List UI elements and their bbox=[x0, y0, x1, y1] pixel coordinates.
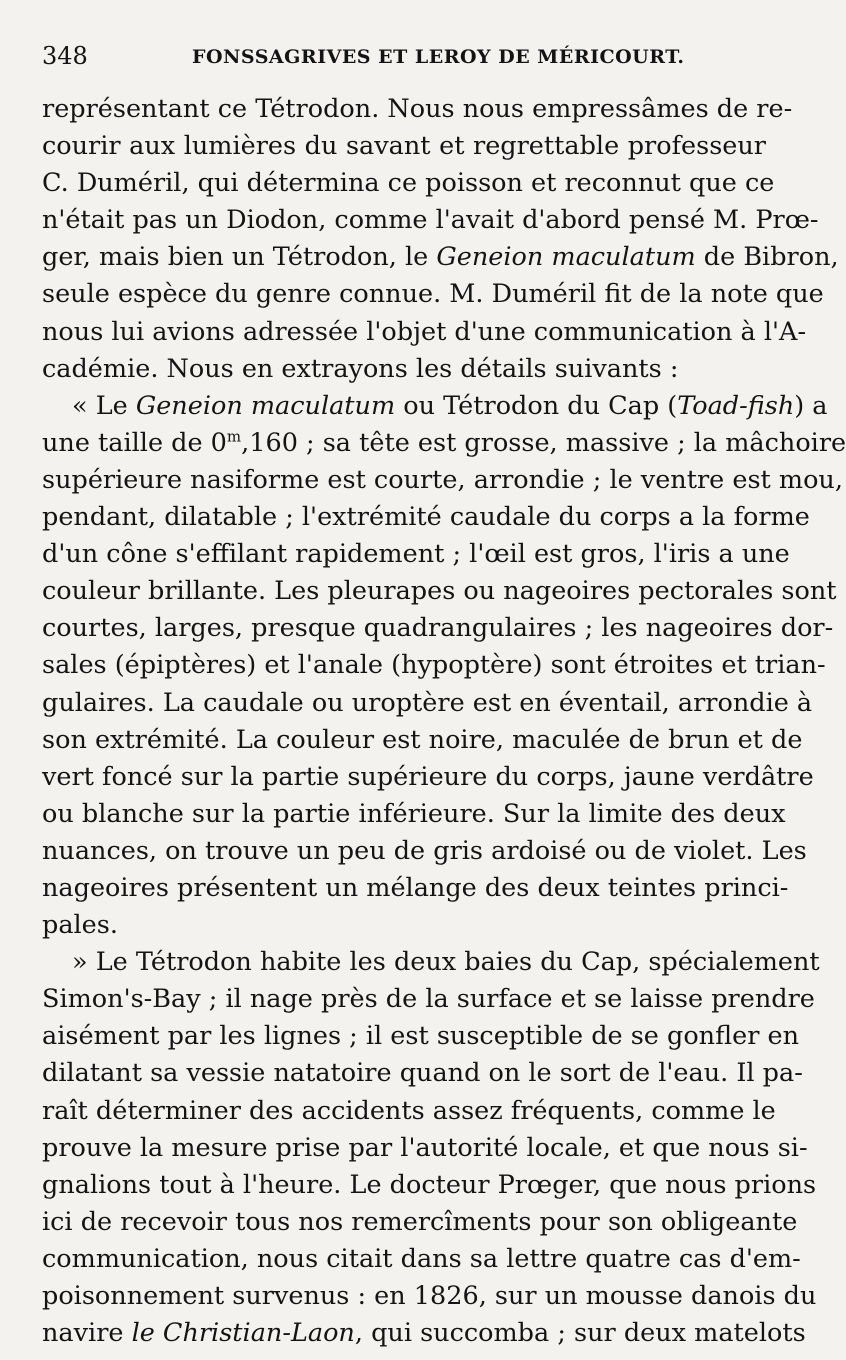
text-segment: communication, nous citait dans sa lettre quatre cas d'em- bbox=[42, 1243, 801, 1274]
text-line bbox=[42, 647, 826, 684]
text-segment: ou Tétrodon du Cap ( bbox=[395, 390, 678, 421]
text-line bbox=[42, 1241, 801, 1278]
italic-text: le Christian-Laon bbox=[131, 1318, 355, 1349]
text-segment: poisonnement survenus : en 1826, sur un mousse danois du bbox=[42, 1281, 817, 1311]
text-line bbox=[42, 202, 819, 239]
text-line bbox=[42, 91, 793, 128]
text-segment: ou blanche sur la partie inférieure. Sur la limite des deux bbox=[42, 798, 786, 829]
text-segment: seule espèce du genre connue. M. Duméril fit de la note que bbox=[42, 279, 824, 310]
text-segment: « Le bbox=[72, 390, 136, 421]
text-line bbox=[42, 128, 766, 165]
text-segment: Simon's-Bay ; il nage près de la surface et se laisse prendre bbox=[42, 984, 815, 1015]
body-text bbox=[42, 91, 846, 1352]
text-line bbox=[42, 314, 807, 351]
text-segment: aisément par les lignes ; il est susceptible de se gonfler en bbox=[42, 1021, 800, 1052]
italic-text: Geneion maculatum bbox=[135, 390, 396, 421]
text-line bbox=[42, 1204, 798, 1241]
text-line bbox=[42, 1130, 808, 1167]
text-segment: ) a bbox=[794, 390, 828, 421]
text-segment: cadémie. Nous en extrayons les détails suivants : bbox=[42, 353, 679, 384]
italic-text: Geneion maculatum bbox=[436, 242, 696, 273]
text-line bbox=[42, 425, 846, 462]
text-line bbox=[42, 944, 820, 981]
text-segment: courtes, larges, presque quadrangulaires ; les nageoires dor- bbox=[42, 613, 834, 644]
text-segment: nous lui avions adressée l'objet d'une communication à l'A- bbox=[42, 316, 807, 347]
text-segment: n'était pas un Diodon, comme l'avait d'abord pensé M. Prœ- bbox=[42, 205, 819, 236]
text-segment: navire bbox=[42, 1318, 132, 1349]
text-line bbox=[42, 388, 828, 425]
text-segment: ,160 ; sa tête est grosse, massive ; la mâchoire bbox=[241, 427, 846, 458]
page-number: 348 bbox=[42, 42, 88, 70]
text-segment: de Bibron, bbox=[695, 242, 839, 273]
text-segment: pendant, dilatable ; l'extrémité caudale du corps a la forme bbox=[42, 502, 810, 533]
italic-text: Toad-fish bbox=[677, 390, 795, 421]
text-line bbox=[42, 907, 766, 944]
text-segment: raît déterminer des accidents assez fréquents, comme le bbox=[42, 1095, 776, 1126]
text-segment: supérieure nasiforme est courte, arrondie ; le ventre est mou, bbox=[42, 464, 843, 495]
text-line bbox=[42, 499, 810, 536]
text-segment: représentant ce Tétrodon. Nous nous empressâmes de re- bbox=[42, 94, 793, 124]
text-line bbox=[42, 796, 786, 833]
text-line bbox=[42, 462, 843, 499]
text-segment: , qui succomba ; sur deux matelots bbox=[354, 1318, 806, 1349]
text-segment: couleur brillante. Les pleurapes ou nageoires pectorales sont bbox=[42, 576, 837, 607]
text-segment: vert foncé sur la partie supérieure du corps, jaune verdâtre bbox=[42, 761, 814, 792]
text-line bbox=[42, 759, 814, 796]
text-line bbox=[42, 239, 839, 276]
text-line bbox=[42, 573, 837, 610]
text-line bbox=[42, 981, 815, 1018]
text-segment: » Le Tétrodon habite les deux baies du Cap, spécialement bbox=[72, 947, 820, 978]
text-line bbox=[42, 1315, 806, 1352]
text-segment: son extrémité. La couleur est noire, maculée de brun et de bbox=[42, 724, 803, 755]
text-segment: nuances, on trouve un peu de gris ardoisé ou de violet. Les bbox=[42, 835, 807, 866]
text-line bbox=[42, 722, 803, 759]
text-line bbox=[42, 833, 807, 870]
text-line bbox=[42, 165, 775, 202]
text-line bbox=[42, 276, 824, 313]
text-segment: une taille de 0 bbox=[42, 427, 227, 458]
text-segment: d'un cône s'effilant rapidement ; l'œil est gros, l'iris a une bbox=[42, 539, 790, 570]
page-header bbox=[42, 38, 766, 78]
text-segment: pales. bbox=[42, 910, 118, 941]
text-segment: ici de recevoir tous nos remercîments pour son obligeante bbox=[42, 1206, 798, 1237]
text-segment: prouve la mesure prise par l'autorité locale, et que nous si- bbox=[42, 1132, 808, 1163]
text-line bbox=[42, 870, 789, 907]
text-line bbox=[42, 1018, 800, 1055]
text-line bbox=[42, 351, 766, 388]
text-segment: gulaires. La caudale ou uroptère est en éventail, arrondie à bbox=[42, 687, 813, 718]
text-line bbox=[42, 610, 834, 647]
running-head: FONSSAGRIVES ET LEROY DE MÉRICOURT. bbox=[192, 46, 685, 68]
text-line bbox=[42, 685, 813, 722]
text-segment: C. Duméril, qui détermina ce poisson et reconnut que ce bbox=[42, 168, 775, 199]
text-line bbox=[42, 536, 790, 573]
text-segment: gnalions tout à l'heure. Le docteur Prœger, que nous prions bbox=[42, 1169, 817, 1200]
text-segment: dilatant sa vessie natatoire quand on le sort de l'eau. Il pa- bbox=[42, 1058, 803, 1089]
text-segment: sales (épiptères) et l'anale (hypoptère) sont étroites et trian- bbox=[42, 650, 826, 681]
text-line bbox=[42, 1278, 817, 1315]
superscript: m bbox=[226, 427, 242, 446]
text-segment: courir aux lumières du savant et regrettable professeur bbox=[42, 131, 766, 162]
text-line bbox=[42, 1167, 817, 1204]
text-segment: nageoires présentent un mélange des deux teintes princi- bbox=[42, 872, 789, 903]
text-segment: ger, mais bien un Tétrodon, le bbox=[42, 242, 437, 273]
text-line bbox=[42, 1093, 776, 1130]
text-line bbox=[42, 1055, 803, 1092]
